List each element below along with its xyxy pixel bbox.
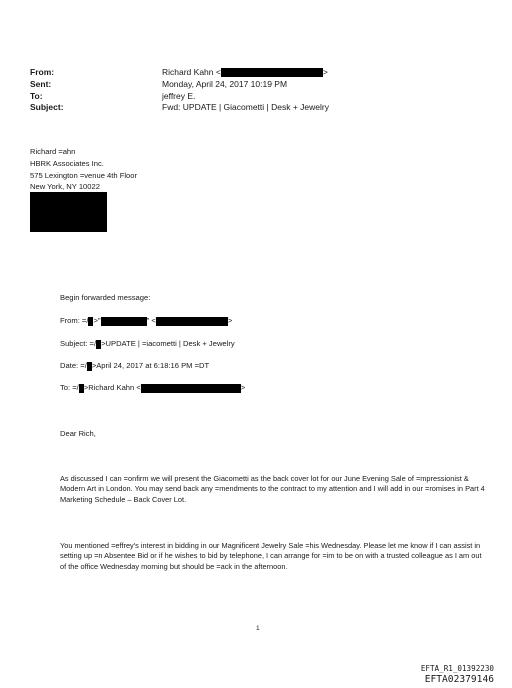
redaction-box bbox=[141, 384, 241, 393]
forwarded-from-line bbox=[60, 316, 232, 326]
forwarded-subject-prefix: Subject: =/ bbox=[60, 339, 97, 348]
signature-company: HBRK Associates Inc. bbox=[30, 159, 104, 168]
to-value: jeffrey E. bbox=[162, 91, 196, 101]
subject-value: Fwd: UPDATE | Giacometti | Desk + Jewelry bbox=[162, 102, 329, 112]
forwarded-from-mid: >" bbox=[93, 316, 101, 325]
forwarded-to-end: > bbox=[240, 383, 246, 392]
sent-value: Monday, April 24, 2017 10:19 PM bbox=[162, 79, 288, 89]
message-paragraph-1 bbox=[60, 474, 486, 505]
forwarded-date-rest: >April 24, 2017 at 6:18:16 PM =DT bbox=[91, 361, 210, 370]
redaction-box bbox=[221, 68, 323, 77]
from-value-end: > bbox=[322, 67, 328, 77]
forwarded-date-line bbox=[60, 361, 209, 371]
subject-label: Subject: bbox=[30, 102, 64, 112]
sent-label: Sent: bbox=[30, 79, 52, 89]
forwarded-to-rest: >Richard Kahn < bbox=[83, 383, 141, 392]
forwarded-begin: Begin forwarded message: bbox=[60, 293, 151, 302]
page-number: 1 bbox=[256, 625, 260, 632]
signature-name: Richard =ahn bbox=[30, 147, 76, 156]
message-paragraph-1-text: As discussed I can =onfirm we will present the Giacometti as the back cover lot for our June Evening Sale of =mpressionist & Modern Art in London. You may send back any =mendments to the contract to my attention and I will add in our =romises in Part 4 Marketing Schedule – Back Cover Lot. bbox=[60, 474, 485, 504]
forwarded-date-prefix: Date: =/ bbox=[60, 361, 87, 370]
message-salutation: Dear Rich, bbox=[60, 429, 96, 438]
redaction-box bbox=[30, 192, 107, 232]
from-value bbox=[162, 67, 328, 79]
forwarded-to-line bbox=[60, 383, 245, 393]
forwarded-from-end: > bbox=[227, 316, 233, 325]
redaction-box bbox=[101, 317, 147, 326]
message-paragraph-2 bbox=[60, 541, 486, 572]
to-label: To: bbox=[30, 91, 43, 101]
signature-address-line2: New York, NY 10022 bbox=[30, 182, 100, 191]
footer-id-2: EFTA02379146 bbox=[424, 674, 494, 685]
redaction-box bbox=[156, 317, 228, 326]
forwarded-subject-rest: >UPDATE | =iacometti | Desk + Jewelry bbox=[101, 339, 235, 348]
forwarded-from-quote: " < bbox=[146, 316, 156, 325]
footer-id-1: EFTA_R1_01392230 bbox=[420, 664, 494, 673]
from-label: From: bbox=[30, 67, 55, 77]
signature-address-line1: 575 Lexington =venue 4th Floor bbox=[30, 171, 138, 180]
from-value-text: Richard Kahn < bbox=[162, 67, 221, 77]
forwarded-subject-line bbox=[60, 339, 235, 349]
forwarded-to-prefix: To: =/ bbox=[60, 383, 79, 392]
message-paragraph-2-text: You mentioned =effrey's interest in bidding in our Magnificent Jewelry Sale =his Wednesday. Please let me know if I can assist in setting up =n Absentee Bid or if he wishes to bid by telephone, I can arrange for =im to be on with a trusted colleague as I am out of the office Wednesday morning but should be =ack in the afternoon. bbox=[60, 541, 482, 571]
forwarded-from-prefix: From: =/ bbox=[60, 316, 89, 325]
